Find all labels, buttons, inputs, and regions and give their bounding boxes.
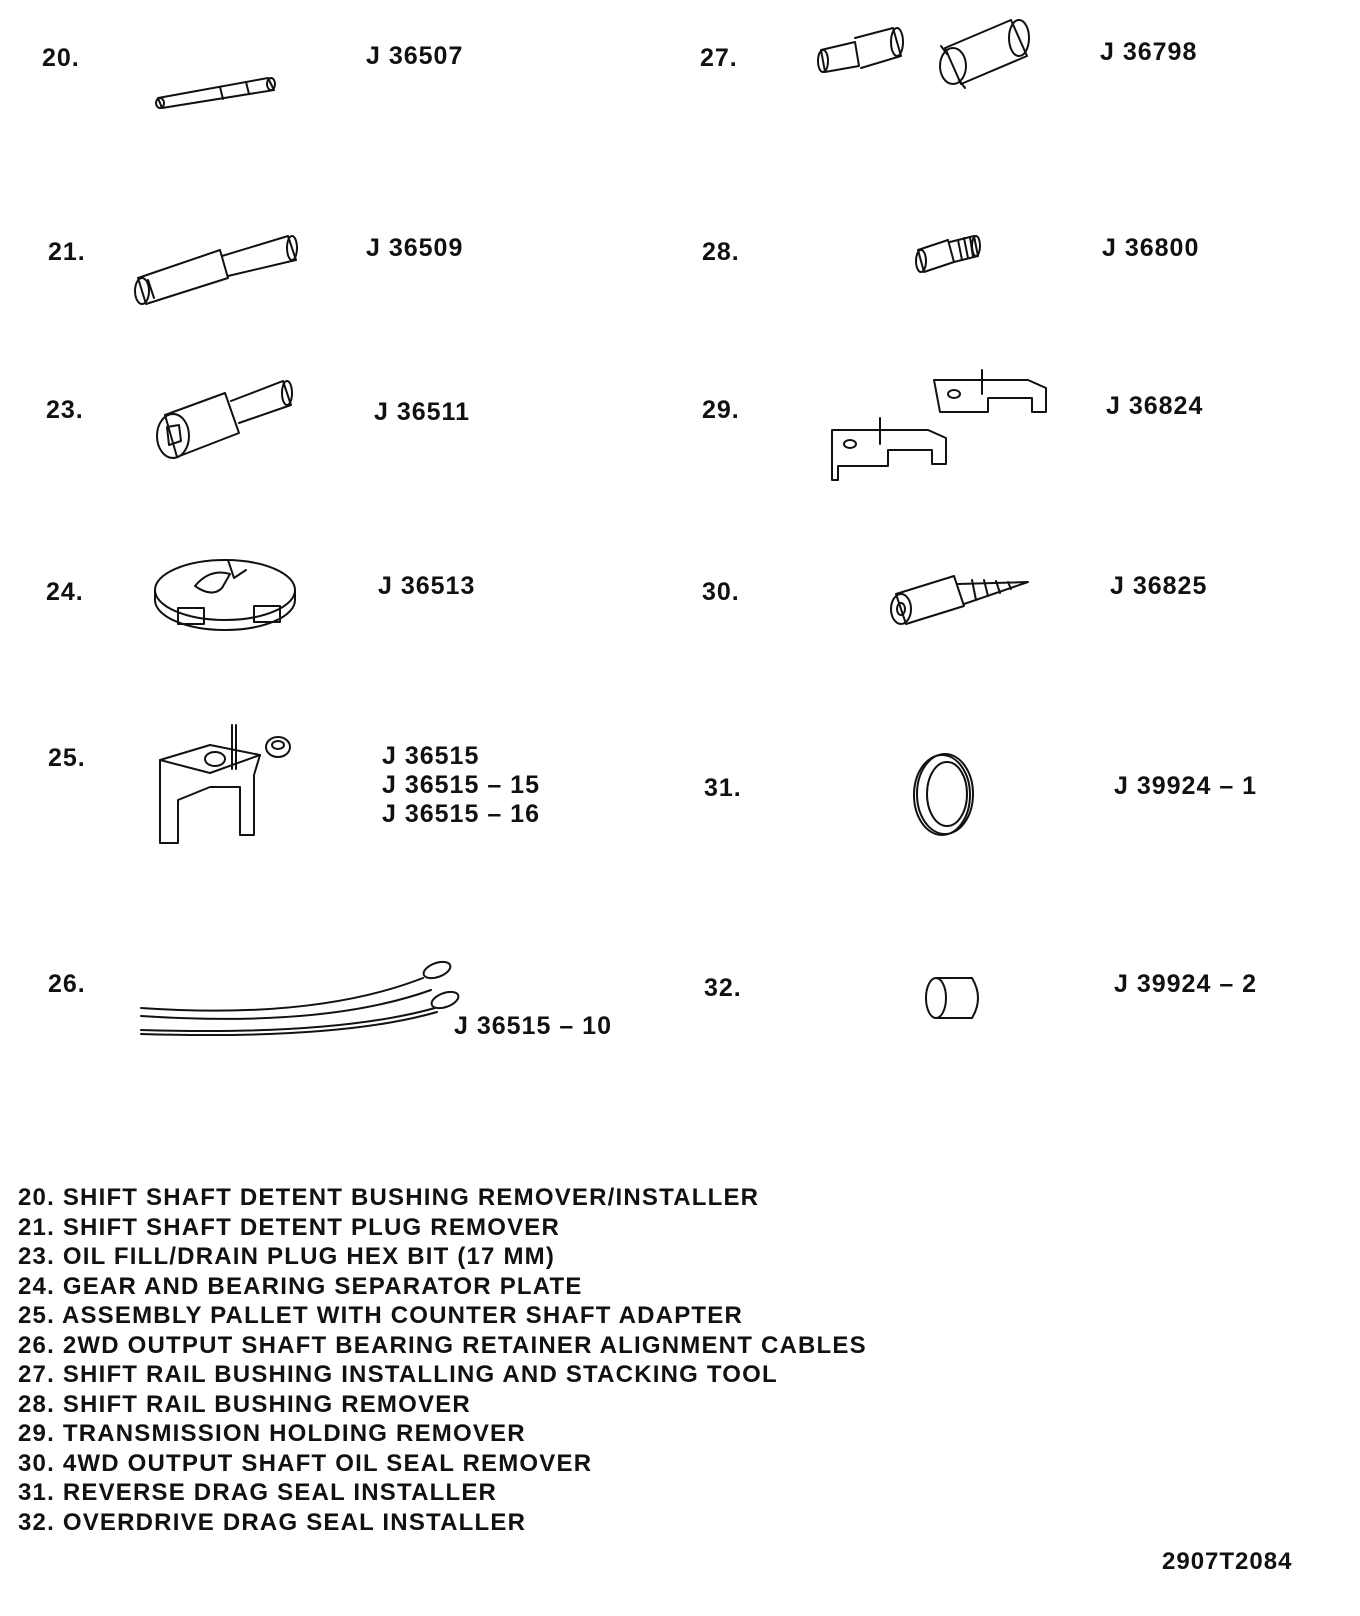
bushing-remover-icon bbox=[912, 228, 987, 278]
installing-stacking-tool-icon bbox=[815, 10, 1045, 95]
legend-line: 25. ASSEMBLY PALLET WITH COUNTER SHAFT ADAPTER bbox=[18, 1302, 744, 1329]
legend bbox=[18, 1183, 867, 1537]
legend-line: 30. 4WD OUTPUT SHAFT OIL SEAL REMOVER bbox=[18, 1449, 593, 1477]
assembly-pallet-icon bbox=[150, 725, 300, 865]
item-number: 32. bbox=[704, 974, 742, 1002]
tool-code: J 36515 – 10 bbox=[454, 1012, 612, 1040]
tool-code: J 36515 J 36515 – 15 J 36515 – 16 bbox=[382, 742, 540, 828]
tool-code: J 36513 bbox=[378, 572, 476, 600]
tool-code: J 36509 bbox=[366, 234, 464, 262]
item-number: 20. bbox=[42, 44, 80, 72]
tool-code: J 39924 – 1 bbox=[1114, 772, 1258, 800]
bushing-remover-installer-icon bbox=[150, 60, 290, 110]
alignment-cables-icon bbox=[135, 948, 465, 1038]
separator-plate-icon bbox=[150, 548, 300, 643]
legend-line: 31. REVERSE DRAG SEAL INSTALLER bbox=[18, 1479, 498, 1506]
legend-line: 28. SHIFT RAIL BUSHING REMOVER bbox=[18, 1390, 471, 1418]
hex-bit-icon bbox=[155, 375, 295, 465]
seal-installer-sleeve-icon bbox=[922, 974, 992, 1024]
detent-plug-remover-icon bbox=[130, 228, 305, 308]
item-number: 28. bbox=[702, 238, 740, 266]
tool-code: J 36824 bbox=[1106, 392, 1204, 420]
item-number: 30. bbox=[702, 578, 740, 606]
legend-line: 20. SHIFT SHAFT DETENT BUSHING REMOVER/INSTALLER bbox=[18, 1184, 760, 1211]
figure-id: 2907T2084 bbox=[1162, 1548, 1293, 1575]
tool-code: J 36800 bbox=[1102, 234, 1200, 262]
oil-seal-remover-icon bbox=[888, 566, 1038, 636]
item-number: 21. bbox=[48, 238, 86, 266]
item-number: 24. bbox=[46, 578, 84, 606]
legend-line: 24. GEAR AND BEARING SEPARATOR PLATE bbox=[18, 1272, 583, 1300]
tool-code: J 39924 – 2 bbox=[1114, 970, 1258, 998]
legend-line: 27. SHIFT RAIL BUSHING INSTALLING AND STACKING TOOL bbox=[18, 1361, 778, 1388]
holding-fixture-icon bbox=[828, 370, 1063, 485]
item-number: 25. bbox=[48, 744, 86, 772]
tool-code: J 36798 bbox=[1100, 38, 1198, 66]
item-number: 23. bbox=[46, 396, 84, 424]
legend-line: 32. OVERDRIVE DRAG SEAL INSTALLER bbox=[18, 1508, 527, 1536]
legend-line: 26. 2WD OUTPUT SHAFT BEARING RETAINER ALIGNMENT CABLES bbox=[18, 1331, 867, 1359]
legend-line: 29. TRANSMISSION HOLDING REMOVER bbox=[18, 1420, 526, 1447]
item-number: 29. bbox=[702, 396, 740, 424]
tool-code: J 36511 bbox=[374, 398, 470, 426]
legend-line: 23. OIL FILL/DRAIN PLUG HEX BIT (17 MM) bbox=[18, 1243, 556, 1270]
item-number: 27. bbox=[700, 44, 738, 72]
seal-ring-icon bbox=[910, 748, 980, 840]
legend-line: 21. SHIFT SHAFT DETENT PLUG REMOVER bbox=[18, 1213, 561, 1241]
tool-code: J 36825 bbox=[1110, 572, 1208, 600]
item-number: 26. bbox=[48, 970, 86, 998]
tool-code: J 36507 bbox=[366, 42, 464, 70]
item-number: 31. bbox=[704, 774, 742, 802]
